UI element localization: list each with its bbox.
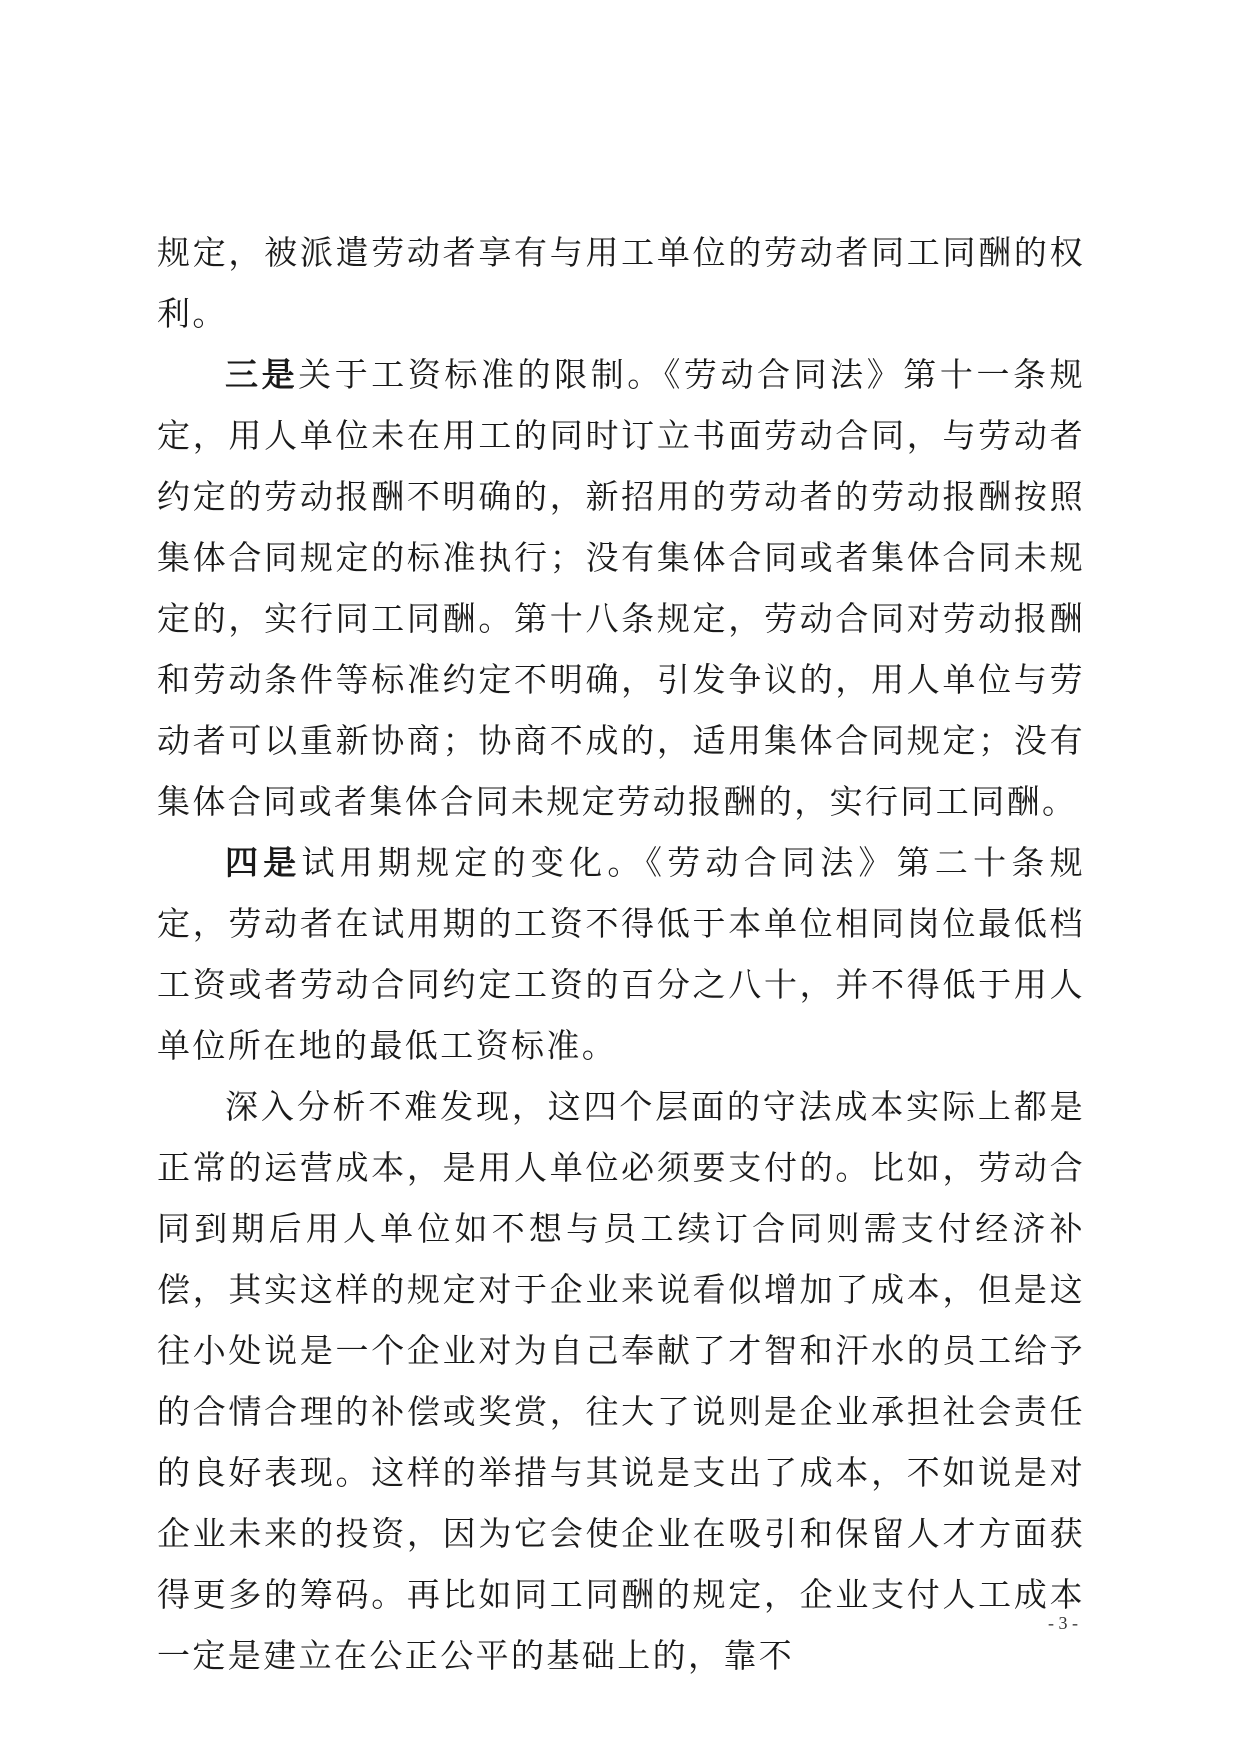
paragraph-text: 规定，被派遣劳动者享有与用工单位的劳动者同工同酬的权利。 bbox=[157, 233, 1085, 333]
paragraph-analysis bbox=[157, 1076, 1085, 1686]
document-body bbox=[157, 222, 1085, 1686]
paragraph-continuation bbox=[157, 222, 1085, 344]
paragraph-lead: 四是 bbox=[225, 843, 302, 882]
paragraph-lead: 三是 bbox=[225, 355, 299, 394]
paragraph-text: 深入分析不难发现，这四个层面的守法成本实际上都是正常的运营成本，是用人单位必须要支付的。比如，劳动合同到期后用人单位如不想与员工续订合同则需支付经济补偿，其实这样的规定对于企业来说看似增加了成本，但是这往小处说是一个企业对为自己奉献了才智和汗水的员工给予的合情合理的补偿或奖赏，往大了说则是企业承担社会责任的良好表现。这样的举措与其说是支出了成本，不如说是对企业未来的投资，因为它会使企业在吸引和保留人才方面获得更多的筹码。再比如同工同酬的规定，企业支付人工成本一定是建立在公正公平的基础上的，靠不 bbox=[157, 1087, 1085, 1675]
paragraph-probation bbox=[157, 832, 1085, 1076]
page-number: - 3 - bbox=[1048, 1613, 1078, 1633]
paragraph-wage-standard bbox=[157, 344, 1085, 832]
paragraph-text: 试用期规定的变化。《劳动合同法》第二十条规定，劳动者在试用期的工资不得低于本单位相同岗位最低档工资或者劳动合同约定工资的百分之八十，并不得低于用人单位所在地的最低工资标准。 bbox=[157, 843, 1085, 1065]
paragraph-text: 关于工资标准的限制。《劳动合同法》第十一条规定，用人单位未在用工的同时订立书面劳动合同，与劳动者约定的劳动报酬不明确的，新招用的劳动者的劳动报酬按照集体合同规定的标准执行；没有集体合同或者集体合同未规定的，实行同工同酬。第十八条规定，劳动合同对劳动报酬和劳动条件等标准约定不明确，引发争议的，用人单位与劳动者可以重新协商；协商不成的，适用集体合同规定；没有集体合同或者集体合同未规定劳动报酬的，实行同工同酬。 bbox=[157, 355, 1085, 821]
